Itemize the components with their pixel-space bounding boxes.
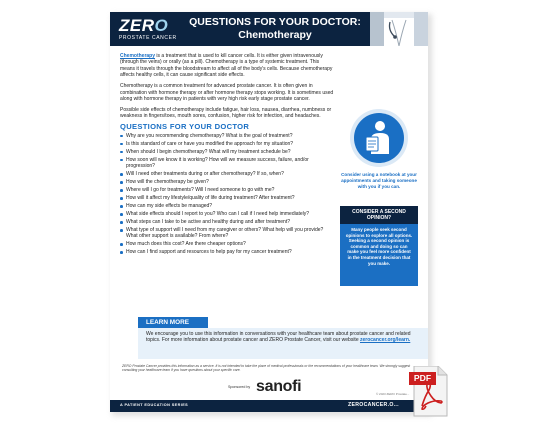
question-item: How soon will we know it is working? How will we measure success, failure, and/or progression? (120, 157, 334, 170)
learn-more-tab: LEARN MORE (138, 317, 208, 328)
learn-more-link[interactable]: zerocancer.org/learn. (359, 337, 411, 344)
copyright-text: © 2023 ZERO Prostate... (376, 392, 410, 396)
question-item: Why are you recommending chemotherapy? What is the goal of treatment? (120, 133, 334, 139)
header-bar (110, 12, 428, 46)
footer-website: ZEROCANCER.O... (348, 402, 399, 408)
question-item: What steps can I take to be active and healthy during and after treatment? (120, 219, 334, 225)
title-line-1: QUESTIONS FOR YOUR DOCTOR: (189, 16, 361, 28)
question-item: Is this standard of care or have you modified the approach for my situation? (120, 141, 334, 147)
intro-paragraph-2: Chemotherapy is a common treatment for advanced prostate cancer. It is often given in combination with hormone therapy or after hormone therapy stops working. It is sometimes used along with hormone therapy in patients with very high risk early stage prostate cancer. (120, 83, 334, 102)
question-item: Where will I go for treatments? Will I need someone to go with me? (120, 187, 334, 193)
pdf-label: PDF (409, 372, 436, 385)
learn-more-body: We encourage you to use this information in conversations with your healthcare team about prostate cancer and related topics. For more information about prostate cancer and ZERO Prostate Cancer, visit our website zerocancer.org/learn. (138, 328, 428, 359)
question-item: How can my side effects be managed? (120, 203, 334, 209)
question-item: How will it affect my lifestyle/quality of life during treatment? After treatment? (120, 195, 334, 201)
question-item: Will I need other treatments during or after chemotherapy? If so, when? (120, 171, 334, 177)
learn-more-section (138, 317, 428, 359)
logo-wordmark: ZERO (119, 16, 169, 35)
sponsor-logo: sanofi (256, 378, 302, 395)
second-opinion-body: Many people seek second opinions to explore all options. Seeking a second opinion is common and doing so can make you feel more confident in the treatment decision that you make. (345, 227, 413, 266)
question-item: When should I begin chemotherapy? What will my treatment schedule be? (120, 149, 334, 155)
question-item: What side effects should I report to you? Who can I call if I need help immediately? (120, 211, 334, 217)
disclaimer-text: ZERO Prostate Cancer provides this information as a service. It is not intended to take the place of medical professionals or the recommendations of your healthcare team. We strongly suggest consulting your healthcare team if you have questions about your specific care. (122, 364, 411, 373)
handout-page[interactable] (110, 12, 428, 412)
question-item: What type of support will I need from my caregiver or others? What help will you provide? What other support is available? From where? (120, 227, 334, 240)
notebook-person-icon (349, 108, 409, 168)
footer-bar (110, 400, 428, 412)
sponsor-prefix: Sponsored by (228, 385, 251, 389)
intro-paragraph-3: Possible side effects of chemotherapy include fatigue, hair loss, nausea, diarrhea, numbness or weakness in fingers/toes, mouth sores, confusion, higher risk for infection, and headaches. (120, 106, 332, 120)
page-title (186, 16, 364, 42)
chemotherapy-keyword-link[interactable]: Chemotherapy (120, 53, 156, 59)
main-content (120, 53, 334, 257)
question-item: How much does this cost? Are there cheaper options? (120, 241, 334, 247)
title-line-2: Chemotherapy (238, 29, 312, 41)
second-opinion-box (340, 206, 418, 286)
footer-series-label: A PATIENT EDUCATION SERIES (120, 403, 189, 407)
zero-logo (119, 17, 187, 41)
questions-list (120, 133, 334, 256)
pdf-file-icon[interactable] (409, 366, 449, 418)
intro-paragraph-1: Chemotherapy is a treatment that is used to kill cancer cells. It is either given intravenously (through the veins) or orally (as a pill). Chemotherapy is a type of systemic treatment. This means it travels through the bloodstream to affect all of the body's cells. Because chemotherapy affects healthy cells, it can cause significant side effects. (120, 53, 333, 79)
question-item: How can I find support and resources to help pay for my cancer treatment? (120, 249, 334, 255)
second-opinion-heading: CONSIDER A SECOND OPINION? (340, 206, 418, 224)
logo-tagline: PROSTATE CANCER (119, 35, 177, 41)
doctor-photo (370, 12, 428, 46)
notebook-caption: Consider using a notebook at your appointments and taking someone with you if you can. (341, 172, 417, 189)
questions-heading: QUESTIONS FOR YOUR DOCTOR (120, 122, 250, 132)
sponsor-block (228, 378, 348, 396)
question-item: How will the chemotherapy be given? (120, 179, 334, 185)
